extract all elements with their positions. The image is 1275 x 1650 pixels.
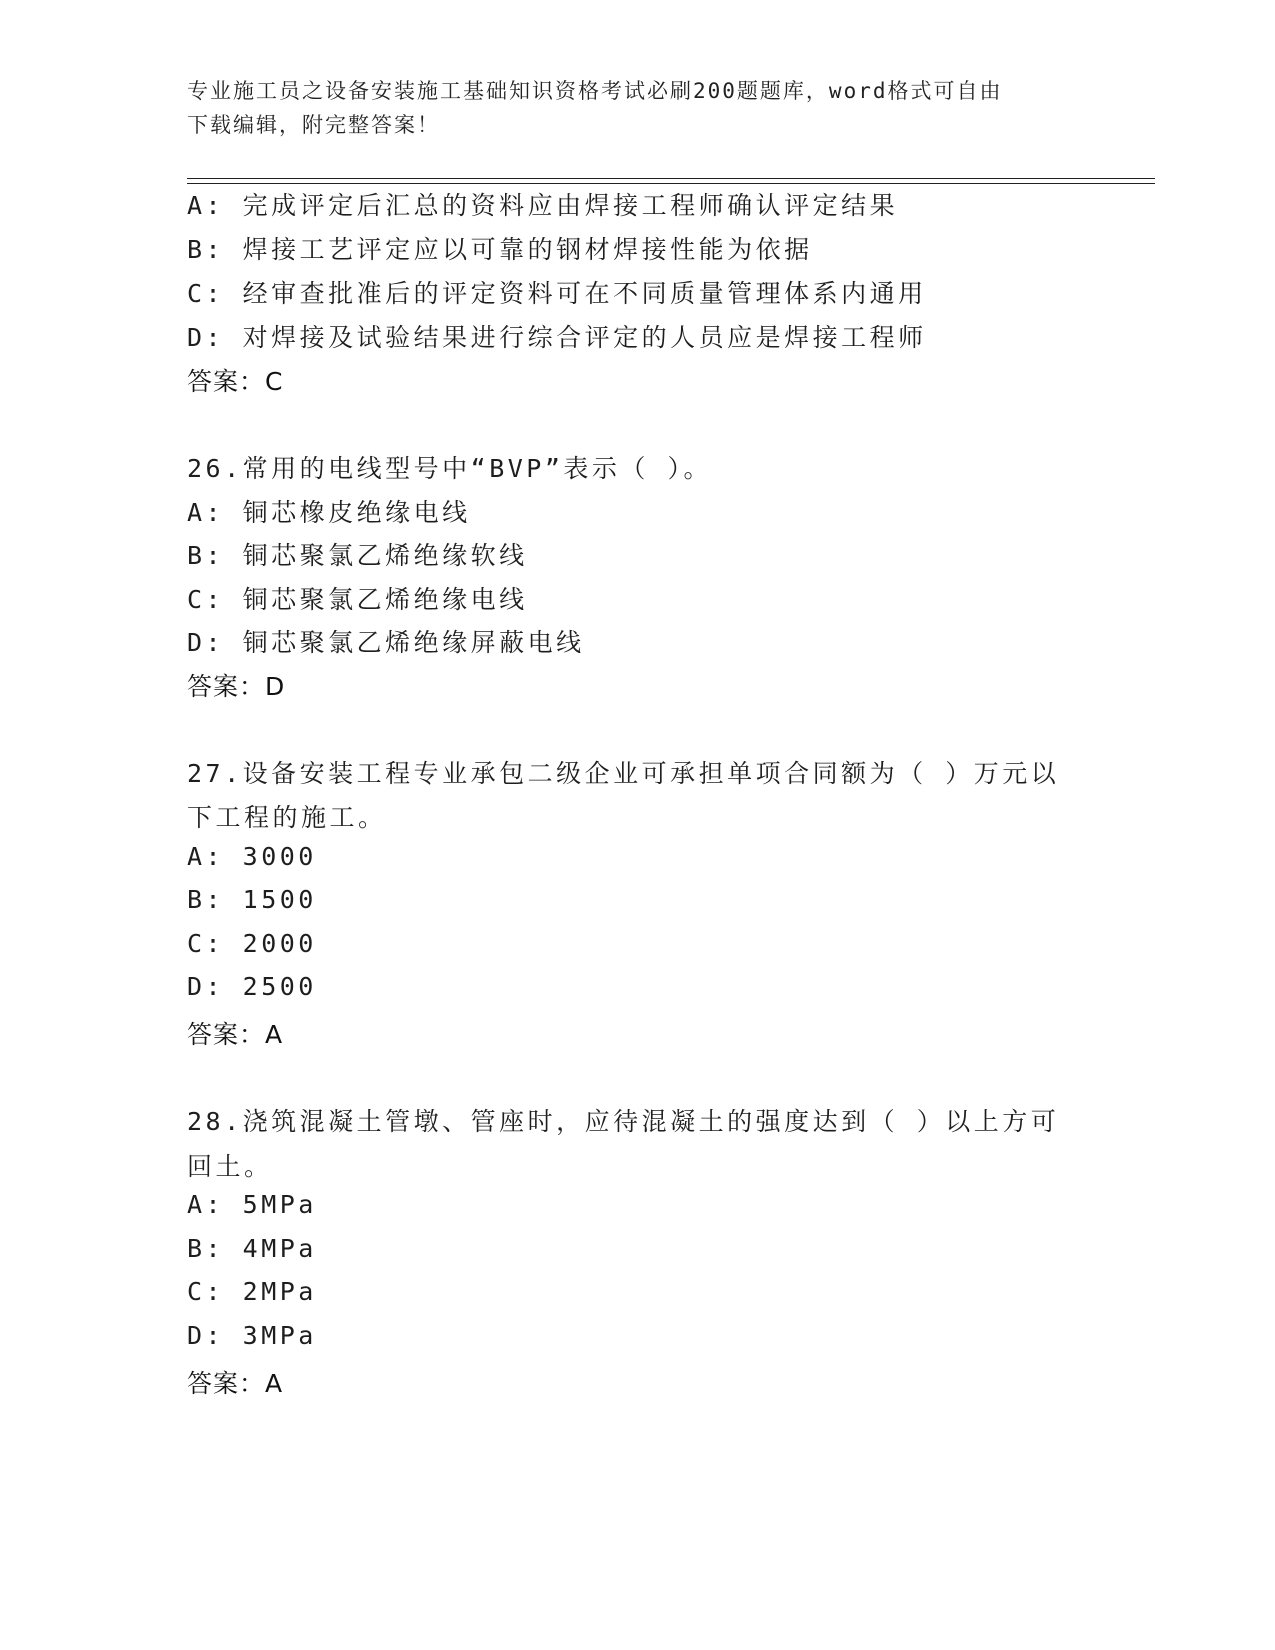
header-line-1: 专业施工员之设备安装施工基础知识资格考试必刷200题题库，word格式可自由: [187, 79, 1003, 103]
q27-answer: 答案：A: [187, 1020, 284, 1049]
document-header: [187, 74, 1087, 142]
q27-option-d: D: 2500: [187, 972, 317, 1001]
q28-option-b: B: 4MPa: [187, 1234, 317, 1263]
q25-option-a: A: 完成评定后汇总的资料应由焊接工程师确认评定结果: [187, 191, 899, 220]
q27-option-c: C: 2000: [187, 929, 317, 958]
q25-answer: 答案：C: [187, 367, 284, 396]
q28-option-c: C: 2MPa: [187, 1277, 317, 1306]
q28-answer: 答案：A: [187, 1369, 284, 1398]
q26-option-d: D: 铜芯聚氯乙烯绝缘屏蔽电线: [187, 628, 585, 657]
q26-option-a: A: 铜芯橡皮绝缘电线: [187, 498, 471, 527]
q25-option-c: C: 经审查批准后的评定资料可在不同质量管理体系内通用: [187, 279, 927, 308]
q28-option-d: D: 3MPa: [187, 1321, 317, 1350]
header-line-2: 下载编辑，附完整答案！: [187, 113, 440, 137]
q28-question-line-2: 回土。: [187, 1152, 273, 1181]
header-divider-bottom: [187, 183, 1155, 184]
q27-question-line-1: 27.设备安装工程专业承包二级企业可承担单项合同额为（ ）万元以: [187, 759, 1060, 788]
q28-option-a: A: 5MPa: [187, 1190, 317, 1219]
q28-question-line-1: 28.浇筑混凝土管墩、管座时，应待混凝土的强度达到（ ）以上方可: [187, 1107, 1060, 1136]
q27-option-a: A: 3000: [187, 842, 317, 871]
q25-option-b: B: 焊接工艺评定应以可靠的钢材焊接性能为依据: [187, 235, 813, 264]
q26-option-c: C: 铜芯聚氯乙烯绝缘电线: [187, 585, 528, 614]
q26-question: 26.常用的电线型号中“BVP”表示（ ）。: [187, 454, 712, 483]
q26-option-b: B: 铜芯聚氯乙烯绝缘软线: [187, 541, 528, 570]
q27-option-b: B: 1500: [187, 885, 317, 914]
q25-option-d: D: 对焊接及试验结果进行综合评定的人员应是焊接工程师: [187, 323, 927, 352]
header-divider-top: [187, 178, 1155, 179]
q27-question-line-2: 下工程的施工。: [187, 803, 387, 832]
q26-answer: 答案：D: [187, 672, 286, 701]
